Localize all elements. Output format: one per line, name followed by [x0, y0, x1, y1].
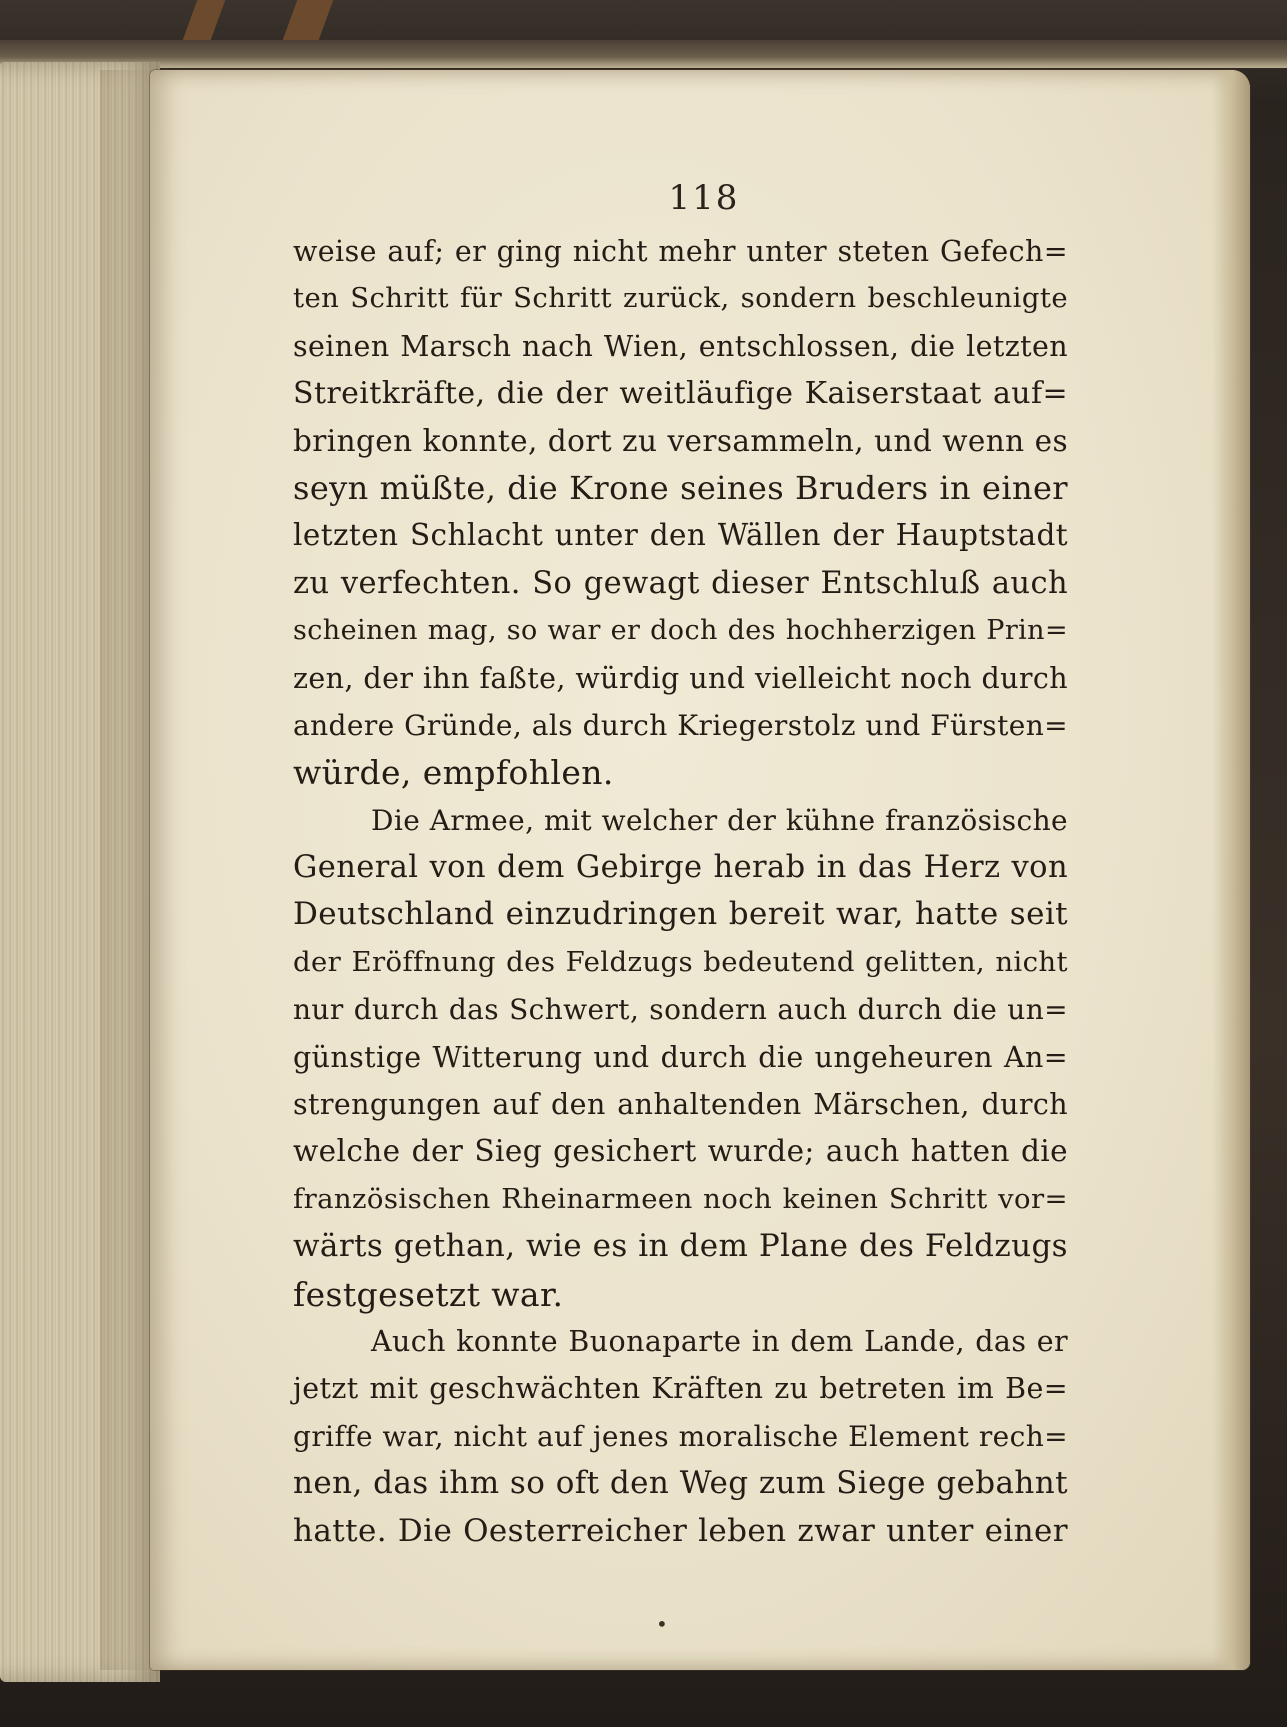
text-line: bringen konnte, dort zu versammeln, und wenn es: [293, 423, 1068, 458]
text-line: Die Armee, mit welcher der kühne französische: [371, 803, 1068, 837]
text-line: letzten Schlacht unter den Wällen der Hauptstadt: [293, 518, 1068, 553]
text-line: General von dem Gebirge herab in das Herz von: [293, 850, 1068, 886]
text-line: Auch konnte Buonaparte in dem Lande, das er: [371, 1324, 1068, 1358]
text-line: strengungen auf den anhaltenden Märschen, durch: [293, 1088, 1068, 1122]
book-page: [150, 70, 1250, 1670]
text-line: wärts gethan, wie es in dem Plane des Feldzugs: [293, 1228, 1068, 1265]
text-line: jetzt mit geschwächten Kräften zu betreten im Be=: [293, 1372, 1068, 1406]
printer-mark: •: [656, 1612, 668, 1636]
text-line: weise auf; er ging nicht mehr unter steten Gefech=: [293, 235, 1068, 268]
page-right-edge: [1212, 70, 1250, 1670]
text-line: Streitkräfte, die der weitläufige Kaiserstaat auf=: [293, 376, 1068, 412]
text-line: zen, der ihn faßte, würdig und vielleicht noch durch: [293, 661, 1068, 695]
text-line: andere Gründe, als durch Kriegerstolz und Fürsten=: [293, 708, 1068, 742]
text-line: würde, empfohlen.: [293, 753, 614, 793]
text-line: seinen Marsch nach Wien, entschlossen, die letzten: [293, 329, 1068, 363]
text-line: zu verfechten. So gewagt dieser Entschluß auch: [293, 565, 1068, 601]
text-line: welche der Sieg gesichert wurde; auch hatten die: [293, 1134, 1068, 1169]
text-line: griffe war, nicht auf jenes moralische Element rech=: [293, 1419, 1068, 1453]
text-line: günstige Witterung und durch die ungeheuren An=: [293, 1040, 1068, 1074]
body-text: [293, 228, 1068, 1555]
text-line: der Eröffnung des Feldzugs bedeutend gelitten, nicht: [293, 945, 1068, 978]
text-line: nur durch das Schwert, sondern auch durch die un=: [293, 993, 1068, 1027]
text-line: hatte. Die Oesterreicher leben zwar unter einer: [293, 1512, 1068, 1549]
book-top-edge: [0, 40, 1287, 68]
text-line: Deutschland einzudringen bereit war, hatte seit: [293, 896, 1068, 933]
text-line: nen, das ihm so oft den Weg zum Siege gebahnt: [293, 1465, 1068, 1502]
text-line: ten Schritt für Schritt zurück, sondern beschleunigte: [293, 282, 1068, 315]
text-line: scheinen mag, so war er doch des hochherzigen Prin=: [293, 615, 1068, 647]
text-line: festgesetzt war.: [293, 1274, 564, 1314]
text-line: seyn müßte, die Krone seines Bruders in einer: [293, 468, 1068, 507]
text-line: französischen Rheinarmeen noch keinen Schritt vor=: [293, 1182, 1068, 1215]
page-number: 118: [668, 178, 740, 218]
